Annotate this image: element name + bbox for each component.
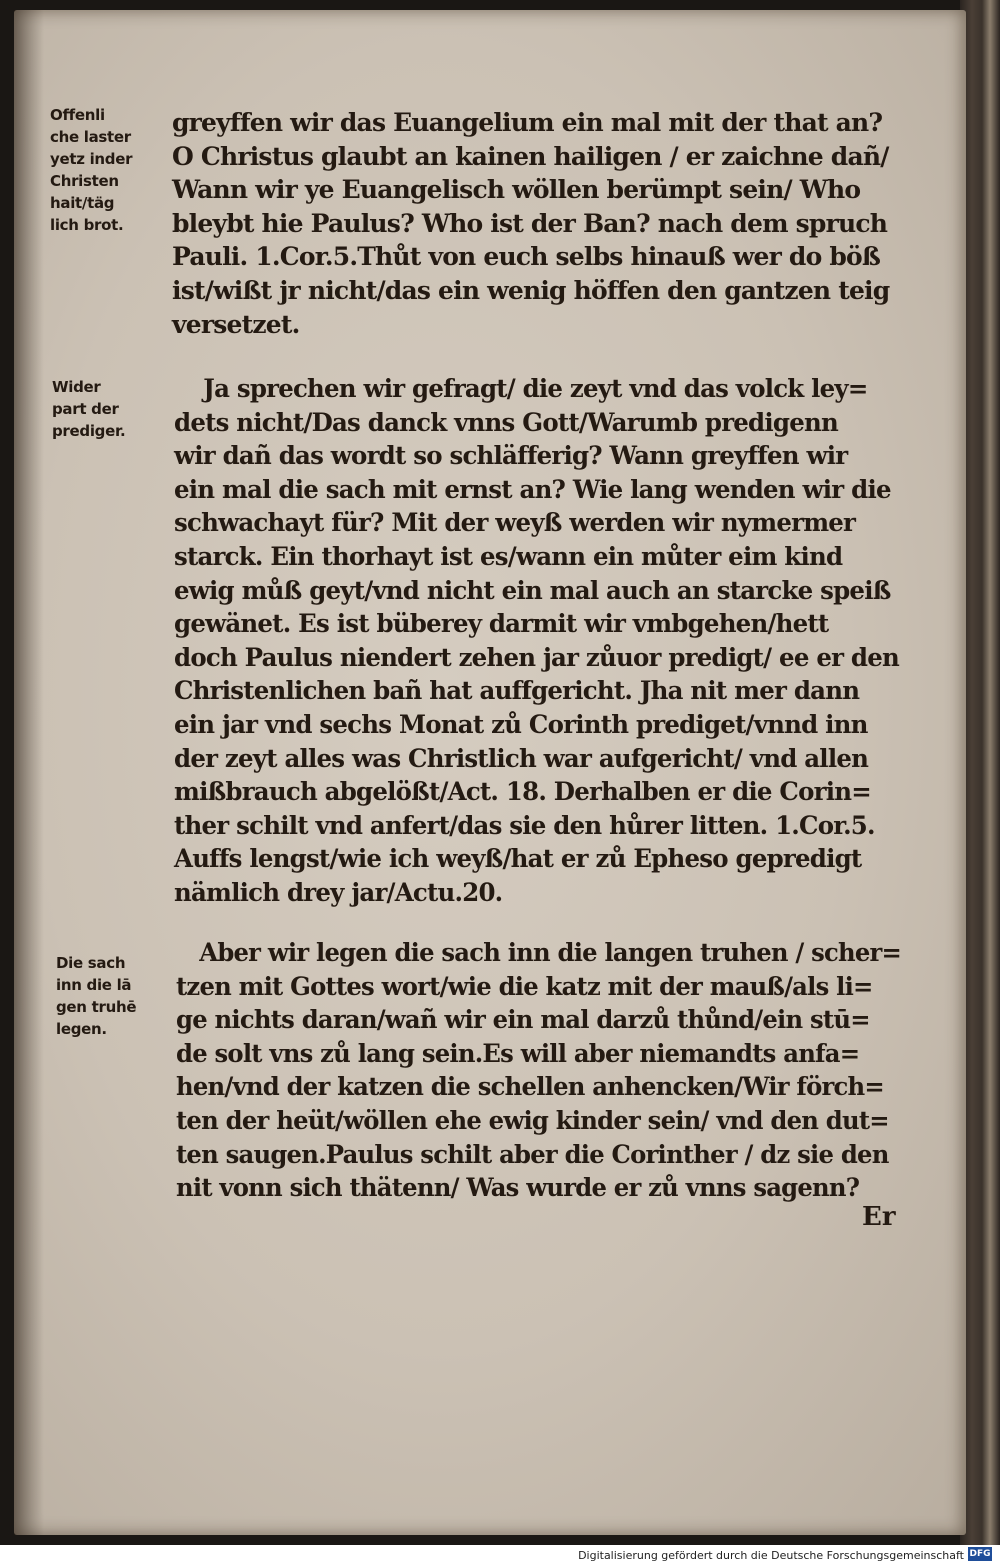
text-line: Aber wir legen die sach inn die langen truhen / scher= bbox=[199, 938, 902, 967]
text-line: schwachayt für? Mit der weyß werden wir nymermer bbox=[174, 508, 856, 538]
margin-note-1 bbox=[50, 104, 132, 236]
margin-note-line: gen truhē bbox=[56, 998, 137, 1016]
text-line: starck. Ein thorhayt ist es/wann ein můter eim kind bbox=[174, 541, 843, 571]
text-line: der zeyt alles was Christlich war aufgericht/ vnd allen bbox=[174, 743, 869, 773]
text-line: ewig můß geyt/vnd nicht ein mal auch an starcke speiß bbox=[174, 575, 891, 605]
text-line: nämlich drey jar/Actu.20. bbox=[174, 877, 503, 907]
text-line: ge nichts daran/wañ wir ein mal darzů thůnd/ein stū= bbox=[176, 1005, 870, 1035]
text-line: hen/vnd der katzen die schellen anhencken/Wir förch= bbox=[176, 1072, 884, 1102]
text-line: O Christus glaubt an kainen hailigen / er zaichne dañ/ bbox=[172, 141, 889, 171]
text-line: ten saugen.Paulus schilt aber die Corinther / dz sie den bbox=[176, 1139, 889, 1169]
margin-note-line: che laster bbox=[50, 128, 131, 146]
text-line: bleybt hie Paulus? Who ist der Ban? nach dem spruch bbox=[172, 208, 888, 238]
text-line: dets nicht/Das danck vnns Gott/Warumb predigenn bbox=[174, 407, 838, 437]
catchword: Er bbox=[862, 1202, 896, 1232]
paragraph-1 bbox=[172, 106, 889, 341]
dfg-logo: DFG bbox=[969, 1549, 991, 1559]
text-line: greyffen wir das Euangelium ein mal mit der that an? bbox=[172, 108, 883, 137]
margin-note-line: Offenli bbox=[50, 106, 105, 124]
text-line: nit vonn sich thätenn/ Was wurde er zů vnns sagenn? bbox=[176, 1173, 860, 1203]
book-edge bbox=[960, 0, 1000, 1545]
text-line: wir dañ das wordt so schläfferig? Wann greyffen wir bbox=[174, 441, 848, 471]
margin-note-line: Die sach bbox=[56, 954, 126, 972]
margin-note-line: inn die lā bbox=[56, 976, 132, 994]
footer-credit: Digitalisierung gefördert durch die Deutsche Forschungsgemeinschaft bbox=[578, 1549, 964, 1562]
margin-note-line: legen. bbox=[56, 1020, 107, 1038]
margin-note-3 bbox=[56, 952, 136, 1040]
paragraph-3 bbox=[176, 936, 923, 1205]
margin-note-line: part der bbox=[52, 400, 119, 418]
text-line: doch Paulus niendert zehen jar zůuor predigt/ ee er den bbox=[174, 642, 900, 672]
margin-note-line: hait/täg bbox=[50, 194, 115, 212]
margin-note-line: prediger. bbox=[52, 422, 126, 440]
text-line: Ja sprechen wir gefragt/ die zeyt vnd das volck ley= bbox=[203, 374, 868, 403]
text-line: Pauli. 1.Cor.5.Thůt von euch selbs hinauß wer do böß bbox=[172, 242, 881, 272]
text-line: ein mal die sach mit ernst an? Wie lang wenden wir die bbox=[174, 474, 891, 504]
text-line: ten der heüt/wöllen ehe ewig kinder sein/ vnd den dut= bbox=[176, 1105, 889, 1135]
margin-note-line: Christen bbox=[50, 172, 119, 190]
text-line: de solt vns zů lang sein.Es will aber niemandts anfa= bbox=[176, 1038, 860, 1068]
text-line: ein jar vnd sechs Monat zů Corinth prediget/vnnd inn bbox=[174, 709, 868, 739]
text-line: gewänet. Es ist büberey darmit wir vmbgehen/hett bbox=[174, 609, 829, 639]
margin-note-2 bbox=[52, 376, 125, 442]
margin-note-line: Wider bbox=[52, 378, 101, 396]
text-line: ist/wißt jr nicht/das ein wenig höffen den gantzen teig bbox=[172, 275, 890, 305]
text-line: Wann wir ye Euangelisch wöllen berümpt sein/ Who bbox=[172, 175, 861, 205]
text-line: tzen mit Gottes wort/wie die katz mit der mauß/als li= bbox=[176, 971, 873, 1001]
spine-shadow bbox=[14, 10, 44, 1535]
paragraph-2 bbox=[174, 372, 915, 910]
margin-note-line: yetz inder bbox=[50, 150, 133, 168]
text-line: mißbrauch abgelößt/Act. 18. Derhalben er die Corin= bbox=[174, 777, 871, 807]
margin-note-line: lich brot. bbox=[50, 216, 124, 234]
text-line: Auffs lengst/wie ich weyß/hat er zů Epheso gepredigt bbox=[174, 844, 862, 874]
text-line: ther schilt vnd anfert/das sie den hůrer litten. 1.Cor.5. bbox=[174, 810, 875, 840]
text-line: Christenlichen bañ hat auffgericht. Jha nit mer dann bbox=[174, 676, 860, 706]
text-line: versetzet. bbox=[172, 309, 300, 339]
